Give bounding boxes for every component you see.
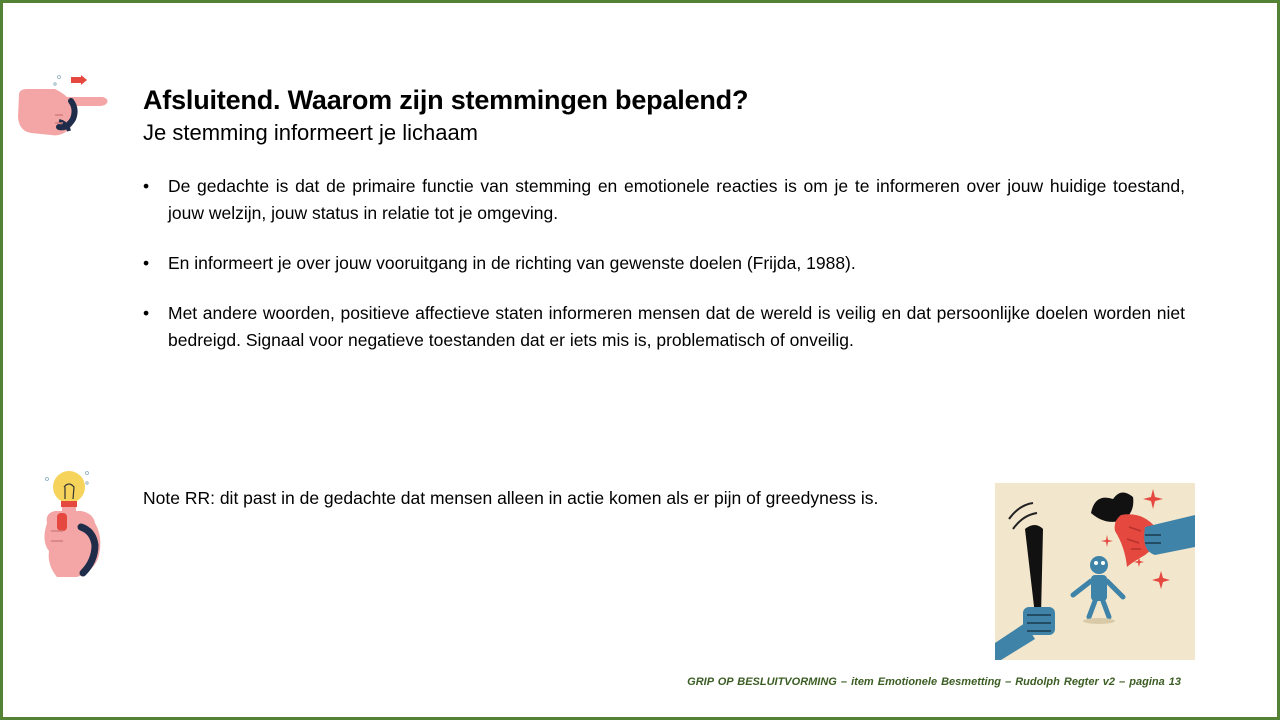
bullet-dot: •	[143, 253, 150, 273]
bullet-text: De gedachte is dat de primaire functie van stemming en emotionele reacties is om je te informeren over jouw huidige toestand, jouw welzijn, jouw status in relatie tot je omgeving.	[168, 176, 1185, 223]
footer-text: GRIP OP BESLUITVORMING – item Emotionele Besmetting – Rudolph Regter v2 – pagina 13	[687, 676, 1181, 688]
bullet-text: En informeert je over jouw vooruitgang in de richting van gewenste doelen (Frijda, 1988).	[168, 253, 856, 273]
list-item	[143, 250, 1185, 277]
page-subtitle: Je stemming informeert je lichaam	[143, 120, 479, 145]
list-item	[143, 173, 1185, 227]
bullet-list	[143, 173, 1185, 377]
bullet-dot: •	[143, 303, 150, 323]
page-title: Afsluitend. Waarom zijn stemmingen bepalend?	[143, 85, 749, 115]
lightbulb-hand-icon	[37, 465, 109, 583]
list-item	[143, 300, 1185, 354]
note-text: Note RR: dit past in de gedachte dat mensen alleen in actie komen als er pijn of greedyness is.	[143, 488, 879, 508]
pointing-hand-icon	[15, 71, 111, 143]
bullet-dot: •	[143, 176, 150, 196]
stick-and-carrot-illustration	[995, 483, 1195, 660]
bullet-text: Met andere woorden, positieve affectieve staten informeren mensen dat de wereld is veilig en dat persoonlijke doelen worden niet bedreigd. Signaal voor negatieve toestanden dat er iets mis is, problematisch of onveilig.	[168, 303, 1185, 350]
